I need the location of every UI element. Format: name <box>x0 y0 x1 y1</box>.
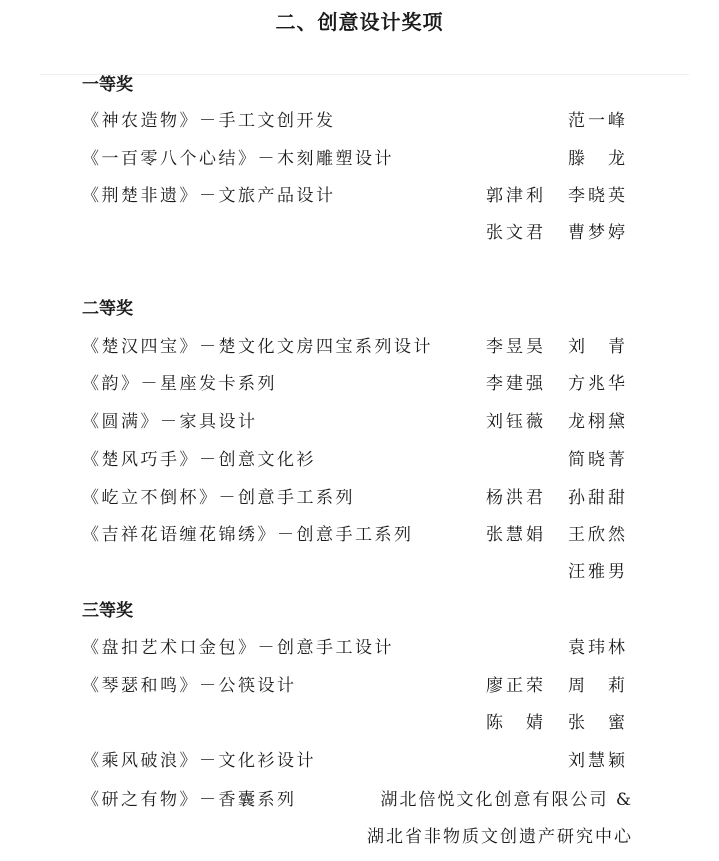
award-entry: 《琴瑟和鸣》－公筷设计 <box>82 676 297 696</box>
winner-organization: 湖北省非物质文创遗产研究中心 <box>367 827 633 847</box>
winner-name: 滕 龙 <box>568 149 628 169</box>
divider-line <box>40 74 689 75</box>
winner-name: 张 蜜 <box>568 713 628 733</box>
winner-name: 李建强 <box>486 374 546 394</box>
winner-name: 郭津利 <box>486 186 546 206</box>
winner-name: 袁玮林 <box>568 638 628 658</box>
winner-name: 范一峰 <box>568 111 628 131</box>
document-title: 二、创意设计奖项 <box>275 10 444 34</box>
winner-name: 曹梦婷 <box>568 223 628 243</box>
award-entry: 《一百零八个心结》－木刻雕塑设计 <box>82 149 394 169</box>
award-entry: 《楚汉四宝》－楚文化文房四宝系列设计 <box>82 337 433 357</box>
winner-organization: 湖北倍悦文化创意有限公司 & <box>380 790 633 810</box>
winner-name: 廖正荣 <box>486 676 546 696</box>
award-entry: 《乘风破浪》－文化衫设计 <box>82 751 316 771</box>
winner-name: 李晓英 <box>568 186 628 206</box>
award-entry: 《研之有物》－香囊系列 <box>82 790 297 810</box>
winner-name: 李昱昊 <box>486 337 546 357</box>
award-entry: 《楚风巧手》－创意文化衫 <box>82 450 316 470</box>
winner-name: 刘钰薇 <box>486 412 546 432</box>
award-entry: 《屹立不倒杯》－创意手工系列 <box>82 488 355 508</box>
award-entry: 《吉祥花语缠花锦绣》－创意手工系列 <box>82 525 414 545</box>
winner-name: 张文君 <box>486 223 546 243</box>
award-entry: 《盘扣艺术口金包》－创意手工设计 <box>82 638 394 658</box>
winner-name: 刘 青 <box>568 337 628 357</box>
winner-name: 龙栩黛 <box>568 412 628 432</box>
winner-name: 杨洪君 <box>486 488 546 508</box>
winner-name: 孙甜甜 <box>568 488 628 508</box>
winner-name: 汪雅男 <box>568 562 628 582</box>
winner-name: 简晓菁 <box>568 450 628 470</box>
winner-name: 陈 婧 <box>486 713 546 733</box>
winner-name: 张慧娟 <box>486 525 546 545</box>
winner-name: 刘慧颖 <box>568 751 628 771</box>
award-entry: 《荆楚非遗》－文旅产品设计 <box>82 186 336 206</box>
winner-name: 方兆华 <box>568 374 628 394</box>
section-heading-third-prize: 三等奖 <box>82 601 133 621</box>
section-heading-first-prize: 一等奖 <box>82 75 133 95</box>
award-entry: 《圆满》－家具设计 <box>82 412 258 432</box>
section-heading-second-prize: 二等奖 <box>82 299 133 319</box>
winner-name: 周 莉 <box>568 676 628 696</box>
award-entry: 《韵》－星座发卡系列 <box>82 374 277 394</box>
award-entry: 《神农造物》－手工文创开发 <box>82 111 336 131</box>
winner-name: 王欣然 <box>568 525 628 545</box>
